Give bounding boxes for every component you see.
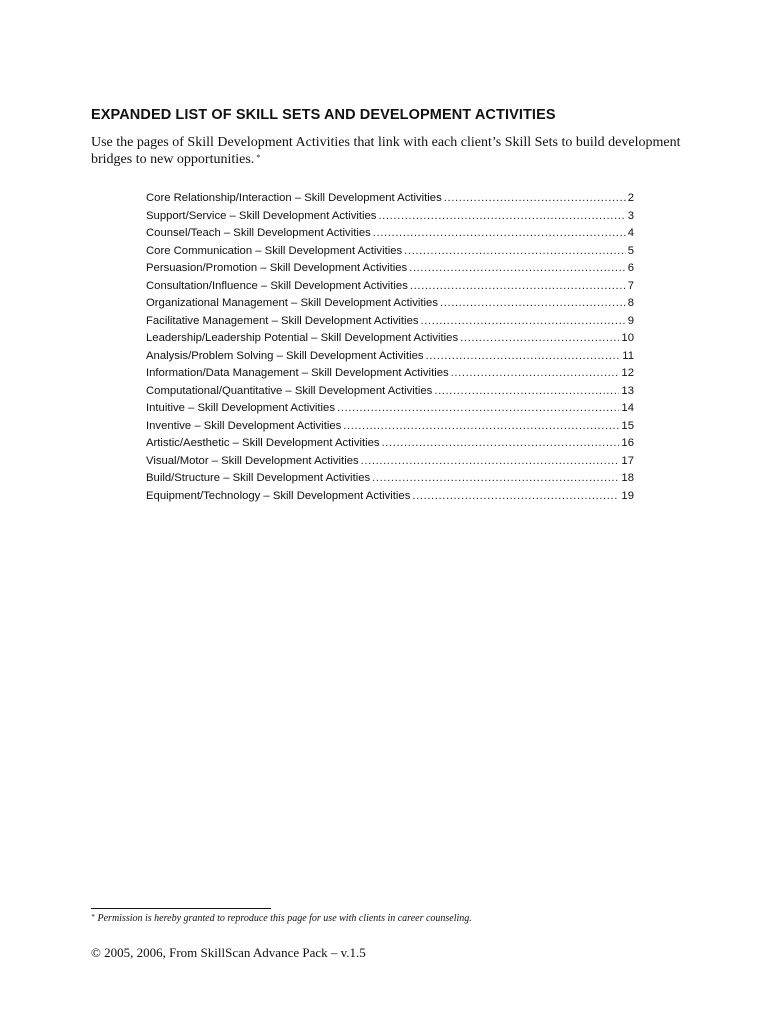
toc-entry-label: Inventive – Skill Development Activities <box>146 419 342 432</box>
toc-dot-leader <box>426 348 621 366</box>
toc-entry-page-number: 11 <box>622 349 634 362</box>
toc-dot-leader <box>421 313 626 331</box>
toc-entry <box>146 278 634 296</box>
toc-entry-page-number: 18 <box>621 472 634 484</box>
toc-entry <box>146 453 634 471</box>
page-title: EXPANDED LIST OF SKILL SETS AND DEVELOPMENT ACTIVITIES <box>91 107 556 123</box>
toc-entry-label: Equipment/Technology – Skill Development Activities <box>146 489 411 502</box>
toc-entry <box>146 488 634 506</box>
toc-dot-leader <box>361 453 620 471</box>
toc-dot-leader <box>460 330 619 348</box>
toc-entry-label: Intuitive – Skill Development Activities <box>146 402 335 414</box>
toc-entry-page-number: 9 <box>627 314 634 327</box>
toc-entry-page-number: 10 <box>621 332 634 344</box>
footnote <box>91 913 472 924</box>
toc-entry-label: Support/Service – Skill Development Activities <box>146 209 377 222</box>
toc-entry-label: Facilitative Management – Skill Development Activities <box>146 314 419 327</box>
toc-entry-label: Information/Data Management – Skill Development Activities <box>146 367 449 379</box>
footnote-divider <box>91 908 271 909</box>
toc-dot-leader <box>410 278 626 296</box>
toc-dot-leader <box>440 295 626 313</box>
toc-entry <box>146 330 634 348</box>
footnote-text: Permission is hereby granted to reproduce this page for use with clients in career counseling. <box>97 913 472 924</box>
toc-entry-label: Core Relationship/Interaction – Skill Development Activities <box>146 192 442 204</box>
toc-entry-page-number: 7 <box>627 279 634 292</box>
toc-entry-page-number: 5 <box>627 244 634 257</box>
toc-entry <box>146 435 634 453</box>
toc-dot-leader <box>378 208 625 226</box>
toc-dot-leader <box>343 418 619 436</box>
toc-dot-leader <box>434 383 619 401</box>
toc-entry-page-number: 2 <box>627 192 634 204</box>
toc-entry <box>146 208 634 226</box>
toc-dot-leader <box>337 400 619 418</box>
toc-entry-page-number: 6 <box>627 262 634 274</box>
toc-entry <box>146 260 634 278</box>
toc-entry-page-number: 3 <box>627 209 634 222</box>
toc-dot-leader <box>382 435 620 453</box>
table-of-contents <box>146 190 634 505</box>
toc-entry <box>146 470 634 488</box>
toc-entry-label: Counsel/Teach – Skill Development Activities <box>146 227 371 239</box>
intro-footnote-marker: * <box>256 153 261 162</box>
toc-entry-page-number: 8 <box>627 297 634 309</box>
toc-entry-label: Persuasion/Promotion – Skill Development Activities <box>146 262 408 274</box>
toc-entry-label: Computational/Quantitative – Skill Development Activities <box>146 384 433 397</box>
intro-paragraph <box>91 134 691 168</box>
toc-entry-label: Build/Structure – Skill Development Activities <box>146 472 371 484</box>
footnote-marker: * <box>91 913 95 921</box>
toc-entry <box>146 295 634 313</box>
toc-entry-page-number: 16 <box>621 437 634 449</box>
toc-entry-page-number: 12 <box>621 367 634 379</box>
toc-entry <box>146 225 634 243</box>
toc-entry-page-number: 4 <box>627 227 634 239</box>
toc-entry-label: Analysis/Problem Solving – Skill Development Activities <box>146 349 424 362</box>
toc-entry-label: Artistic/Aesthetic – Skill Development Activities <box>146 437 380 449</box>
toc-dot-leader <box>404 243 626 261</box>
toc-dot-leader <box>444 190 626 208</box>
toc-entry <box>146 348 634 366</box>
toc-entry <box>146 400 634 418</box>
toc-entry-label: Consultation/Influence – Skill Development Activities <box>146 279 408 292</box>
toc-entry <box>146 365 634 383</box>
toc-entry-label: Visual/Motor – Skill Development Activities <box>146 454 359 467</box>
toc-entry <box>146 383 634 401</box>
toc-entry <box>146 418 634 436</box>
toc-dot-leader <box>451 365 620 383</box>
toc-dot-leader <box>409 260 626 278</box>
toc-entry-page-number: 17 <box>621 454 634 467</box>
toc-entry <box>146 243 634 261</box>
toc-entry <box>146 313 634 331</box>
toc-entry-label: Organizational Management – Skill Development Activities <box>146 297 438 309</box>
toc-dot-leader <box>373 225 626 243</box>
toc-entry-label: Leadership/Leadership Potential – Skill Development Activities <box>146 332 459 344</box>
toc-entry-page-number: 13 <box>621 384 634 397</box>
toc-entry-page-number: 19 <box>621 489 634 502</box>
copyright-footer: © 2005, 2006, From SkillScan Advance Pack – v.1.5 <box>91 945 366 960</box>
toc-dot-leader <box>372 470 619 488</box>
intro-text: Use the pages of Skill Development Activities that link with each client’s Skill Sets to build development bridges to new opportunities. <box>91 135 681 167</box>
toc-entry-label: Core Communication – Skill Development Activities <box>146 244 403 257</box>
toc-entry <box>146 190 634 208</box>
toc-entry-page-number: 15 <box>621 419 634 432</box>
toc-dot-leader <box>412 488 619 506</box>
toc-entry-page-number: 14 <box>621 402 634 414</box>
